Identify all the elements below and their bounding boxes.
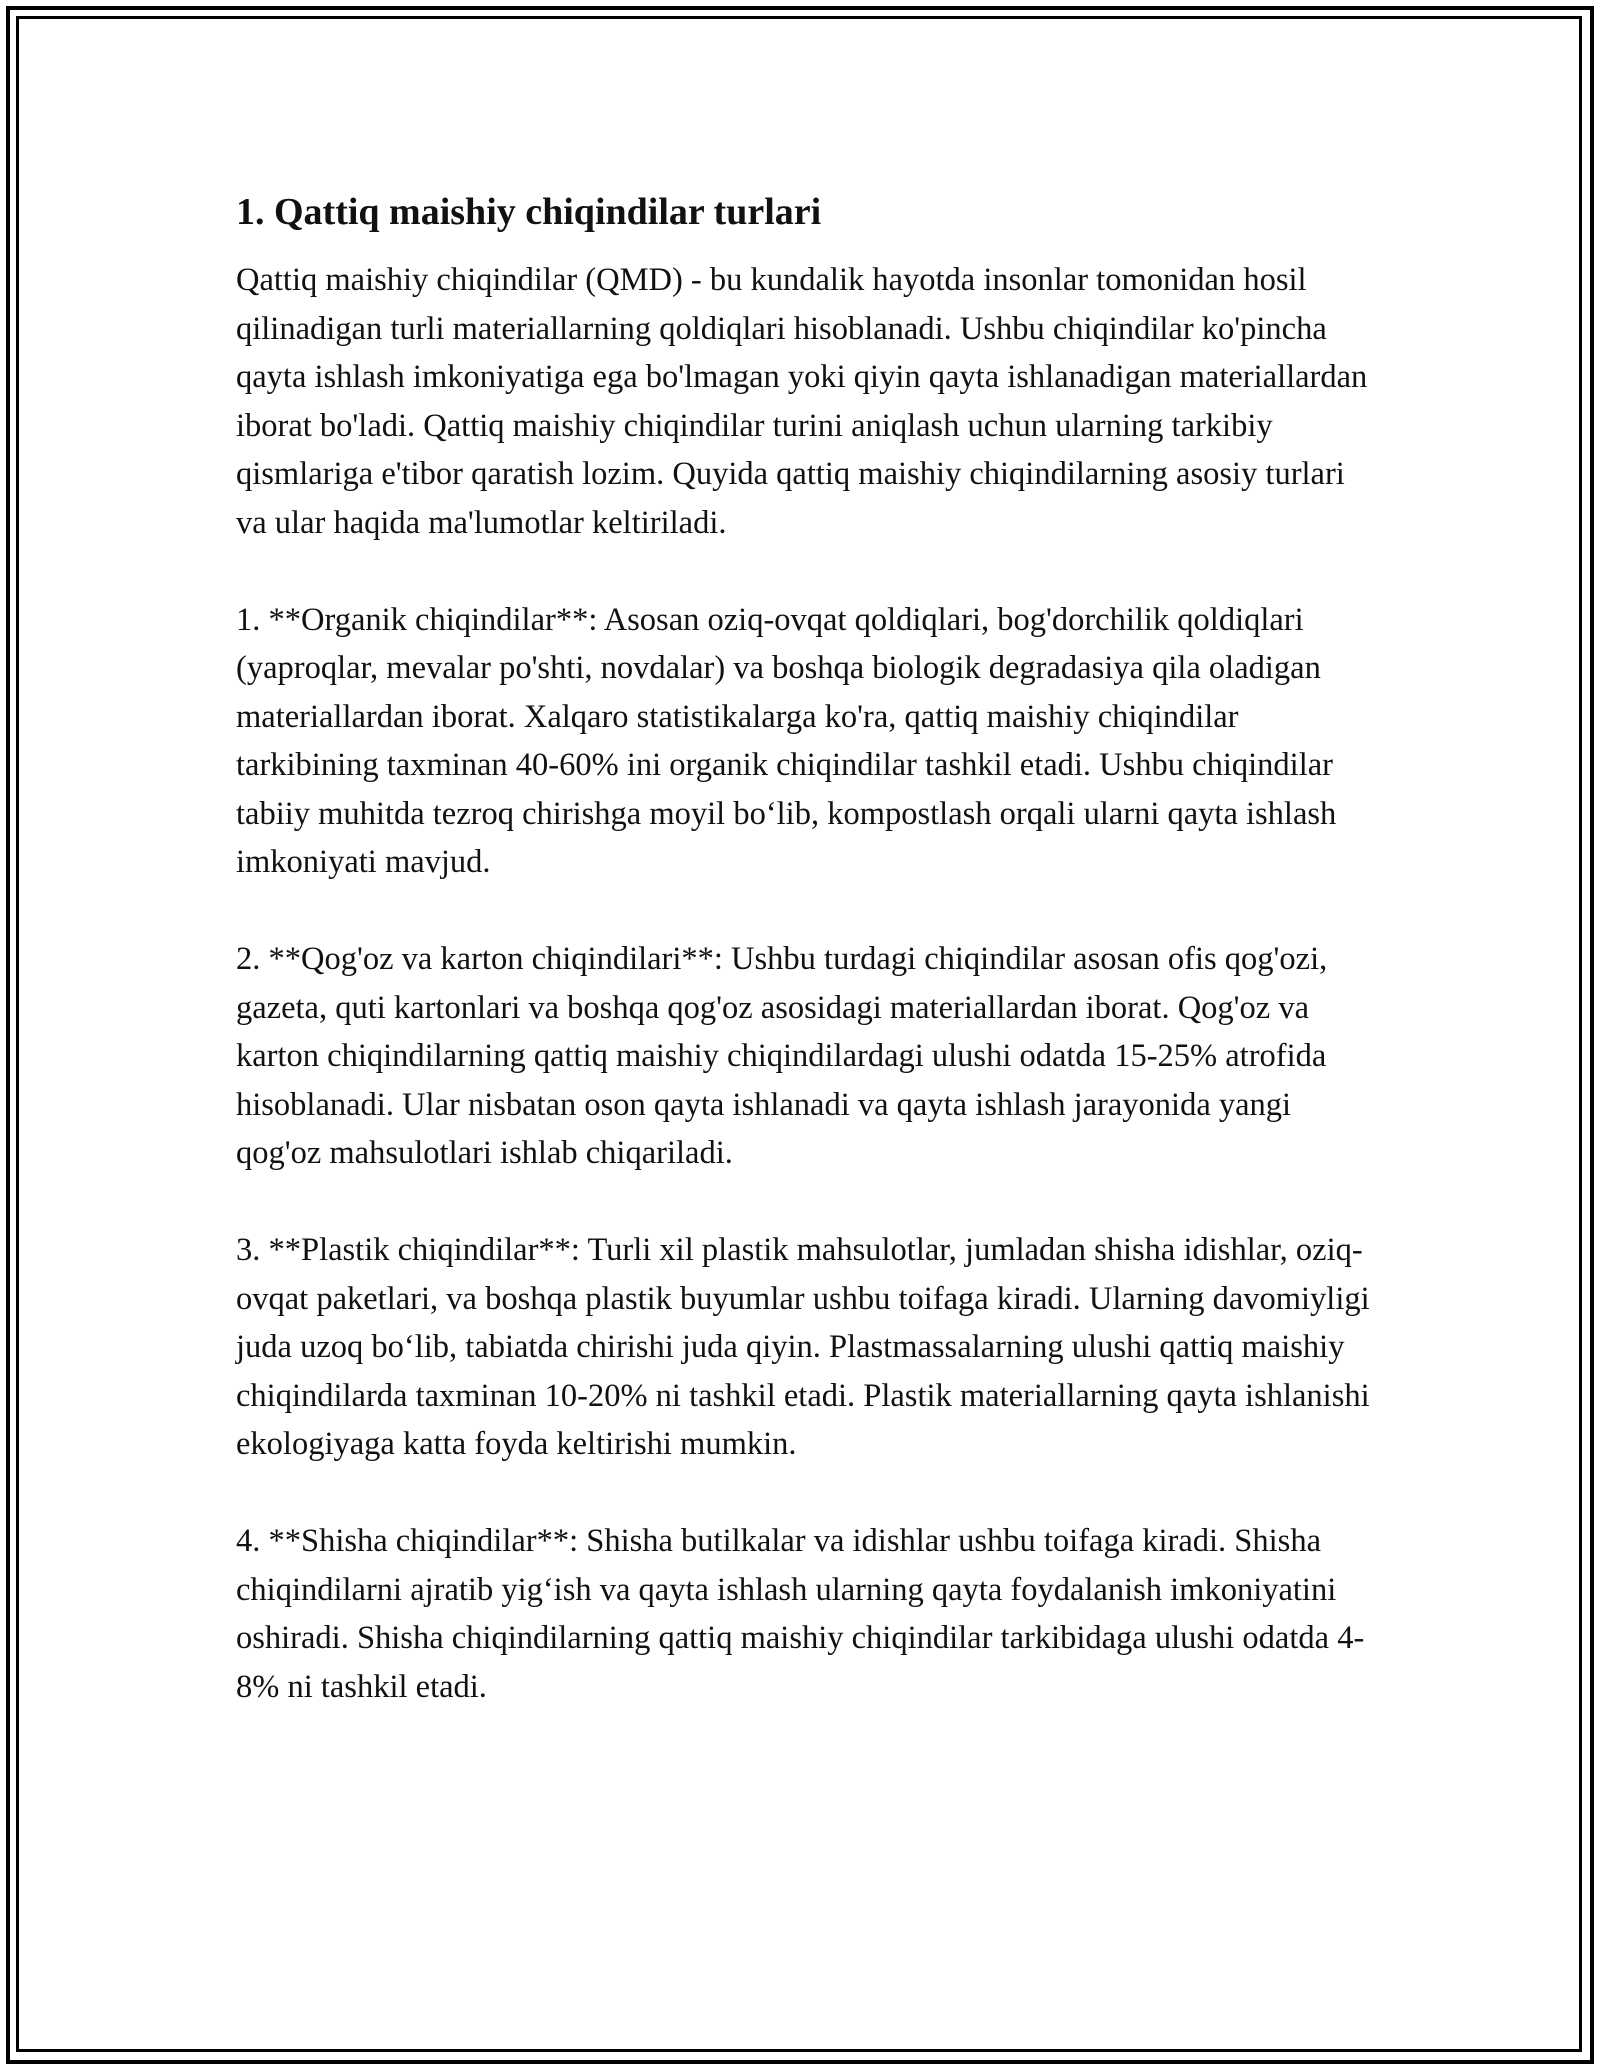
- organic-waste-paragraph: 1. **Organik chiqindilar**: Asosan oziq-ovqat qoldiqlari, bog'dorchilik qoldiqlari (yaproqlar, mevalar po'shti, novdalar) va boshqa biologik degradasiya qila oladigan materiallardan iborat. Xalqaro statistikalarga ko'ra, qattiq maishiy chiqindilar tarkibining taxminan 40-60% ini organik chiqindilar tashkil etadi. Ushbu chiqindilar tabiiy muhitda tezroq chirishga moyil bo‘lib, kompostlash orqali ularni qayta ishlash imkoniyati mavjud.: [236, 601, 1337, 880]
- intro-paragraph: Qattiq maishiy chiqindilar (QMD) - bu kundalik hayotda insonlar tomonidan hosil qilinadigan turli materiallarning qoldiqlari hisoblanadi. Ushbu chiqindilar ko'pincha qayta ishlash imkoniyatiga ega bo'lmagan yoki qiyin qayta ishlanadigan materiallardan iborat bo'ladi. Qattiq maishiy chiqindilar turini aniqlash uchun ularning tarkibiy qismlariga e'tibor qaratish lozim. Quyida qattiq maishiy chiqindilarning asosiy turlari va ular haqida ma'lumotlar keltiriladi.: [236, 262, 1368, 541]
- glass-waste-paragraph: 4. **Shisha chiqindilar**: Shisha butilkalar va idishlar ushbu toifaga kiradi. Shisha chiqindilarni ajratib yig‘ish va qayta ishlash ularning qayta foydalanish imkoniyatini oshiradi. Shisha chiqindilarning qattiq maishiy chiqindilar tarkibidaga ulushi odatda 4-8% ni tashkil etadi.: [236, 1523, 1365, 1705]
- plastic-waste-paragraph: 3. **Plastik chiqindilar**: Turli xil plastik mahsulotlar, jumladan shisha idishlar, oziq-ovqat paketlari, va boshqa plastik buyumlar ushbu toifaga kiradi. Ularning davomiyligi juda uzoq bo‘lib, tabiatda chirishi juda qiyin. Plastmassalarning ulushi qattiq maishiy chiqindilarda taxminan 10-20% ni tashkil etadi. Plastik materiallarning qayta ishlanishi ekologiyaga katta foyda keltirishi mumkin.: [236, 1232, 1370, 1462]
- document-body: [236, 186, 1376, 1760]
- section-heading: 1. Qattiq maishiy chiqindilar turlari: [236, 191, 822, 233]
- paper-waste-paragraph: 2. **Qog'oz va karton chiqindilari**: Ushbu turdagi chiqindilar asosan ofis qog'ozi, gazeta, quti kartonlari va boshqa qog'oz asosidagi materiallardan iborat. Qog'oz va karton chiqindilarning qattiq maishiy chiqindilardagi ulushi odatda 15-25% atrofida hisoblanadi. Ular nisbatan oson qayta ishlanadi va qayta ishlash jarayonida yangi qog'oz mahsulotlari ishlab chiqariladi.: [236, 941, 1328, 1171]
